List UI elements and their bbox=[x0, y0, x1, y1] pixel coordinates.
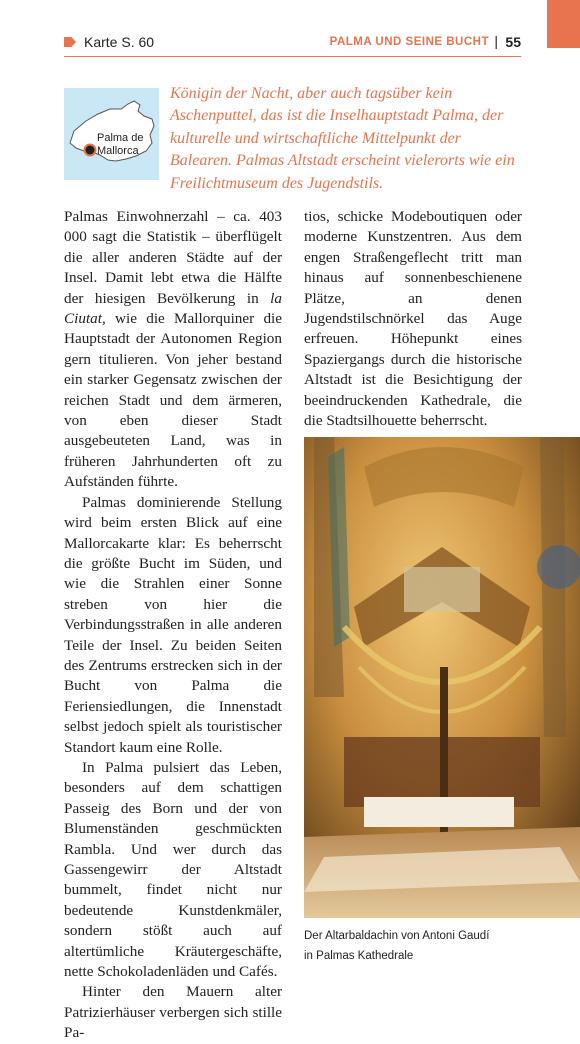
page-number: 55 bbox=[505, 34, 521, 50]
paragraph-1: Palmas Einwohnerzahl – ca. 403 000 sagt die Statistik – überflügelt die aller anderen Städte auf der Insel. Damit lebt etwa die Hälfte der hiesigen Bevölkerung in la Ciutat, wie die Mallorquiner die Hauptstadt der Autonomen Region gern titulieren. Von jeher bestand ein starker Gegensatz zwischen der reichen Stadt und dem ärmeren, von eben dieser Stadt ausgebeuteten Land, was in früheren Jahrhunderten oft zu Aufständen führte. bbox=[64, 208, 282, 491]
palma-location-marker bbox=[85, 145, 96, 156]
paragraph-4-continued: tios, schicke Modeboutiquen oder moderne Kunstzentren. Aus dem engen Straßengeflecht tritt man hinaus auf sonnenbeschienene Plätze, an denen Jugendstilschnörkel das Auge erfreuen. Höhepunkt eines Spaziergangs durch die historische Altstadt ist die Besichtigung der beeindruckenden Kathedrale, die die Stadtsilhouette beherrscht. bbox=[304, 208, 522, 430]
page-corner-tab bbox=[547, 0, 580, 48]
section-title: PALMA UND SEINE BUCHT bbox=[329, 36, 489, 48]
arrow-icon bbox=[64, 37, 76, 47]
caption-line-2: in Palmas Kathedrale bbox=[304, 950, 414, 962]
paragraph-4: Hinter den Mauern alter Patrizierhäuser verbergen sich stille Pa- bbox=[64, 983, 282, 1042]
locator-map bbox=[64, 88, 159, 180]
photo-caption bbox=[304, 926, 534, 966]
intro-text: Königin der Nacht, aber auch tagsüber kein Aschenputtel, das ist die Inselhauptstadt Palma, der kulturelle und wirtschaftliche Mittelpunkt der Balearen. Palmas Altstadt erscheint vielerorts wie ein Freilichtmuseum des Jugendstils. bbox=[170, 85, 515, 192]
cathedral-baldachin-photo bbox=[304, 437, 580, 918]
map-label-line1: Palma de bbox=[97, 132, 144, 144]
emphasis-la-ciutat: la Ciutat, bbox=[64, 289, 282, 328]
paragraph-3: In Palma pulsiert das Leben, besonders auf dem schattigen Passeig des Born und der von Blumenständen geschmückten Rambla. Und wer durch das Gassengewirr der Altstadt bummelt, findet nicht nur bedeutende Kunstdenkmäler, sondern stößt auch auf altertümliche Kräutergeschäfte, nette Schokoladenläden und Cafés. bbox=[64, 758, 282, 981]
text-column-left bbox=[64, 207, 282, 1044]
map-label-line2: Mallorca bbox=[97, 145, 139, 157]
map-reference[interactable]: Karte S. 60 bbox=[84, 34, 155, 50]
page-header bbox=[64, 30, 521, 57]
header-separator: | bbox=[494, 33, 498, 49]
caption-line-1: Der Altarbaldachin von Antoni Gaudí bbox=[304, 930, 490, 942]
text-column-right bbox=[304, 207, 522, 431]
paragraph-2: Palmas dominierende Stellung wird beim ersten Blick auf eine Mallorcakarte klar: Es beherrscht die größte Bucht im Süden, und wie die Strahlen einer Sonne streben von hier die Verbindungsstraßen in alle anderen Teile der Insel. Zu beiden Seiten des Zentrums erstrecken sich in der Bucht von Palma die Feriensiedlungen, die Innenstadt selbst jedoch spielt als touristischer Standort kaum eine Rolle. bbox=[64, 493, 282, 756]
